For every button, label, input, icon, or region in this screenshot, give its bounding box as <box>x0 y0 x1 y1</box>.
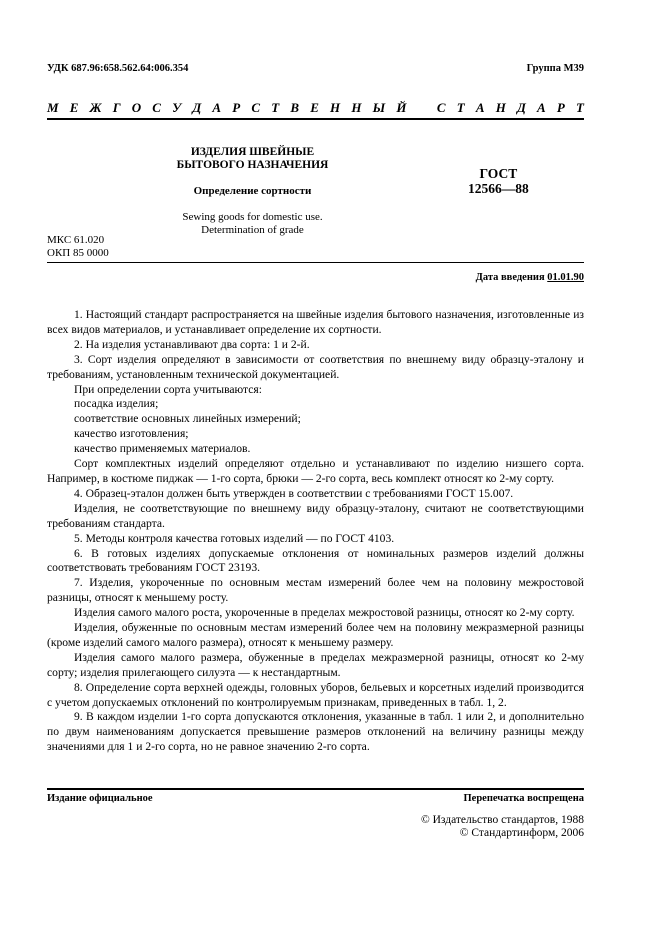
english-title-line-2: Determination of grade <box>201 224 304 236</box>
effective-date-value: 01.01.90 <box>547 272 584 283</box>
paragraph: Изделия, обуженные по основным местам измерений более чем на половину межразмерной разницы (кроме изделий самого малого размера), относят к меньшему размеру. <box>47 621 584 649</box>
banner-letter: Т <box>456 100 465 115</box>
banner-letter: Р <box>232 100 241 115</box>
banner-letter: Т <box>576 100 584 115</box>
copyright-line-2: © Стандартинформ, 2006 <box>459 827 584 839</box>
banner-letter: А <box>537 100 546 115</box>
paragraph: Сорт комплектных изделий определяют отдельно и устанавливают по изделию низшего сорта. Например, в костюме пиджак — 1-го сорта, брюки — 2-го сорта, весь комплект относят ко 2-му сорту. <box>47 457 584 485</box>
paragraph: Изделия самого малого роста, укороченные в пределах межростовой разницы, относят ко 2-му сорту. <box>74 606 575 620</box>
banner-letter: М <box>47 100 59 115</box>
reprint-prohibited-label: Перепечатка воспрещена <box>463 793 584 804</box>
paragraph: 2. На изделия устанавливают два сорта: 1 и 2-й. <box>74 337 310 351</box>
paragraph: 4. Образец-эталон должен быть утвержден в соответствии с требованиями ГОСТ 15.007. <box>74 486 514 500</box>
banner-letter: Ж <box>89 100 102 115</box>
document-body <box>47 308 584 755</box>
banner-letter: Е <box>310 100 319 115</box>
paragraph: 7. Изделия, укороченные по основным местам измерений более чем на половину межростовой разницы, относят к меньшему росту. <box>47 576 584 605</box>
paragraph: 3. Сорт изделия определяют в зависимости от соответствия по внешнему виду образцу-эталону и требованиям, установленным технической документацией. <box>47 352 584 381</box>
banner-gap <box>418 100 426 116</box>
classification-codes <box>47 234 109 260</box>
paragraph: 8. Определение сорта верхней одежды, головных уборов, бельевых и корсетных изделий производится с учетом допускаемых отклонений по контролируемым признакам, приведенных в табл. 1, 2. <box>47 680 584 709</box>
udk-code: УДК 687.96:658.562.64:006.354 <box>47 63 189 74</box>
banner-letter: А <box>212 100 222 115</box>
copyright-line-1: © Издательство стандартов, 1988 <box>420 814 584 826</box>
banner-letter: Д <box>516 100 526 115</box>
paragraph: качество применяемых материалов. <box>74 442 251 456</box>
banner-letter: В <box>290 100 300 115</box>
banner-letter: Д <box>192 100 202 115</box>
banner-letter: Н <box>351 100 362 115</box>
interstate-standard-banner <box>47 100 584 116</box>
banner-letter: Е <box>69 100 79 115</box>
title-line-2: БЫТОВОГО НАЗНАЧЕНИЯ <box>176 159 329 171</box>
paragraph: посадка изделия; <box>74 397 159 411</box>
banner-letter: Н <box>330 100 341 115</box>
banner-letter: У <box>172 100 182 115</box>
banner-letter: О <box>131 100 142 115</box>
paragraph: 5. Методы контроля качества готовых изделий — по ГОСТ 4103. <box>74 531 395 545</box>
effective-date <box>476 272 584 283</box>
title-line-1: ИЗДЕЛИЯ ШВЕЙНЫЕ <box>190 146 315 158</box>
paragraph: 9. В каждом изделии 1-го сорта допускаются отклонения, указанные в табл. 1 или 2, и дополнительно по двум наименованиям допускается превышение размеров отклонений на величину разницы между значениями для 1 и 2-го сорта, но не равное значению 2-го сорта. <box>47 710 584 754</box>
english-title-line-1: Sewing goods for domestic use. <box>182 211 323 223</box>
gost-number: 12566—88 <box>468 181 529 196</box>
banner-letter: С <box>436 100 446 115</box>
effective-date-label: Дата введения <box>475 272 548 283</box>
banner-letter: Р <box>556 100 565 115</box>
paragraph: качество изготовления; <box>74 427 189 441</box>
group-code: Группа М39 <box>526 63 584 74</box>
banner-letter: С <box>152 100 161 115</box>
english-title <box>140 211 365 237</box>
paragraph: соответствие основных линейных измерений; <box>74 412 301 426</box>
header-rule <box>47 262 584 263</box>
mks-code: МКС 61.020 <box>47 234 105 246</box>
gost-label: ГОСТ <box>479 166 518 181</box>
title-block <box>140 146 365 237</box>
paragraph: Изделия самого малого размера, обуженные в пределах межразмерной разницы, относят ко 2-му сорту; изделия прилегающего силуэта — к нестандартным. <box>47 650 584 679</box>
banner-letter: С <box>251 100 261 115</box>
banner-letter: Й <box>396 100 407 115</box>
paragraph: 6. В готовых изделиях допускаемые отклонения от номинальных размеров изделий должны соответствовать требованиям ГОСТ 23193. <box>47 546 584 575</box>
paragraph: Изделия, не соответствующие по внешнему виду образцу-эталону, считают не соответствующими требованиям стандарта. <box>47 501 584 530</box>
banner-letter: А <box>475 100 485 115</box>
gost-designation <box>468 166 529 196</box>
paragraph: При определении сорта учитываются: <box>74 382 262 396</box>
copyright-block <box>421 814 584 840</box>
banner-letter: Г <box>112 100 121 115</box>
okp-code: ОКП 85 0000 <box>47 247 109 259</box>
banner-rule <box>47 118 584 120</box>
banner-letter: Т <box>271 100 280 115</box>
banner-letter: Ы <box>372 100 386 115</box>
official-edition-label: Издание официальное <box>47 793 153 804</box>
footer-rule <box>47 788 584 790</box>
paragraph: 1. Настоящий стандарт распространяется на швейные изделия бытового назначения, изготовленные из всех видов материалов, и устанавливает определение их сортности. <box>47 308 584 336</box>
banner-letter: Н <box>495 100 506 115</box>
subtitle: Определение сортности <box>193 185 312 197</box>
